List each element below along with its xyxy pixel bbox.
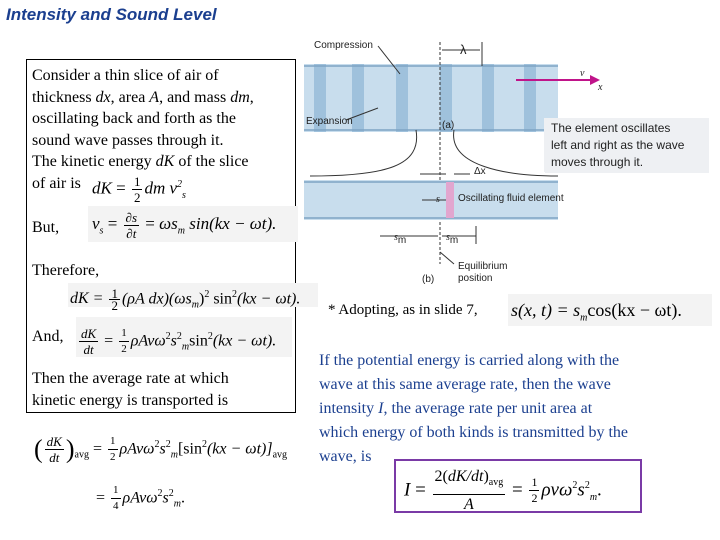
label-sm-right: $s_m$	[446, 232, 459, 246]
callout-text: The element oscillates left and right as the wave moves through it.	[545, 118, 709, 173]
equation-kinetic-energy-rate: $\frac{dK}{dt}$ = $\frac{1}{2}$ $\rho Av\omega^2s^2_m\sin^2(kx - \omega t)$.	[76, 317, 292, 357]
equation-average-rate: ( $\frac{dK}{dt}$ )$_{avg}$ = $\frac{1}{2}$ $\rho Av\omega^2s^2_m[\sin^2(kx - \omega t)]_{avg}$	[34, 434, 288, 466]
equation-intensity: I = $\frac{2(dK/dt)_{avg}}{A}$ = $\frac{1}{2}$ $\rho v\omega^2s^2_m$.	[404, 468, 602, 513]
label-equilibrium: Equilibrium position	[458, 261, 508, 284]
average-rate-text: Then the average rate at which kinetic energy is transported is	[32, 370, 229, 409]
but-label: But,	[32, 219, 60, 236]
equation-kinetic-energy-expanded: dK = $\frac{1}{2}$ (ρA $dx)(\omega s_m)^2$ $\sin^2(kx - \omega t)$.	[68, 283, 318, 307]
label-wavelength: λ	[460, 42, 467, 57]
adopting-note: * Adopting, as in slide 7,	[328, 302, 478, 318]
label-expansion: Expansion	[306, 116, 353, 127]
fluid-element	[446, 182, 454, 218]
slide-title: Intensity and Sound Level	[6, 5, 217, 24]
equation-kinetic-energy: dK = $\frac{1}{2}$ dm $v^2_s$	[92, 174, 186, 205]
label-oscillating-element: Oscillating fluid element	[458, 193, 564, 204]
label-compression: Compression	[314, 40, 373, 51]
label-sm-left: $s_m$	[394, 232, 407, 246]
label-a: (a)	[442, 120, 455, 131]
and-label: And,	[32, 328, 64, 345]
label-s: s	[436, 194, 440, 205]
label-x-axis: x	[598, 82, 603, 93]
label-velocity: v	[580, 68, 585, 79]
intro-paragraph: Consider a thin slice of air of thickness dx, area A, and mass dm, oscillating back and forth as the sound wave passes through it. The kinetic energy dK of the slice of air is	[32, 67, 254, 192]
equation-average-rate-result: = $\frac{1}{4}$ $\rho Av\omega^2s^2_m$.	[96, 484, 185, 513]
equation-displacement: s(x, $t) = s_m\cos(kx - \omega t)$.	[508, 294, 712, 326]
label-b: (b)	[422, 274, 435, 285]
equation-particle-velocity: $v_s$ = $\frac{\partial s}{\partial t}$ = $\omega s_m$ sin(kx − ωt).	[88, 206, 298, 242]
therefore-label: Therefore,	[32, 262, 100, 279]
intensity-paragraph: If the potential energy is carried along with the wave at this same average rate, then the wave intensity I, the average rate per unit area at which energy of both kinds is transmitted by the wave, is	[319, 352, 628, 465]
label-delta-x: Δx	[474, 166, 486, 177]
